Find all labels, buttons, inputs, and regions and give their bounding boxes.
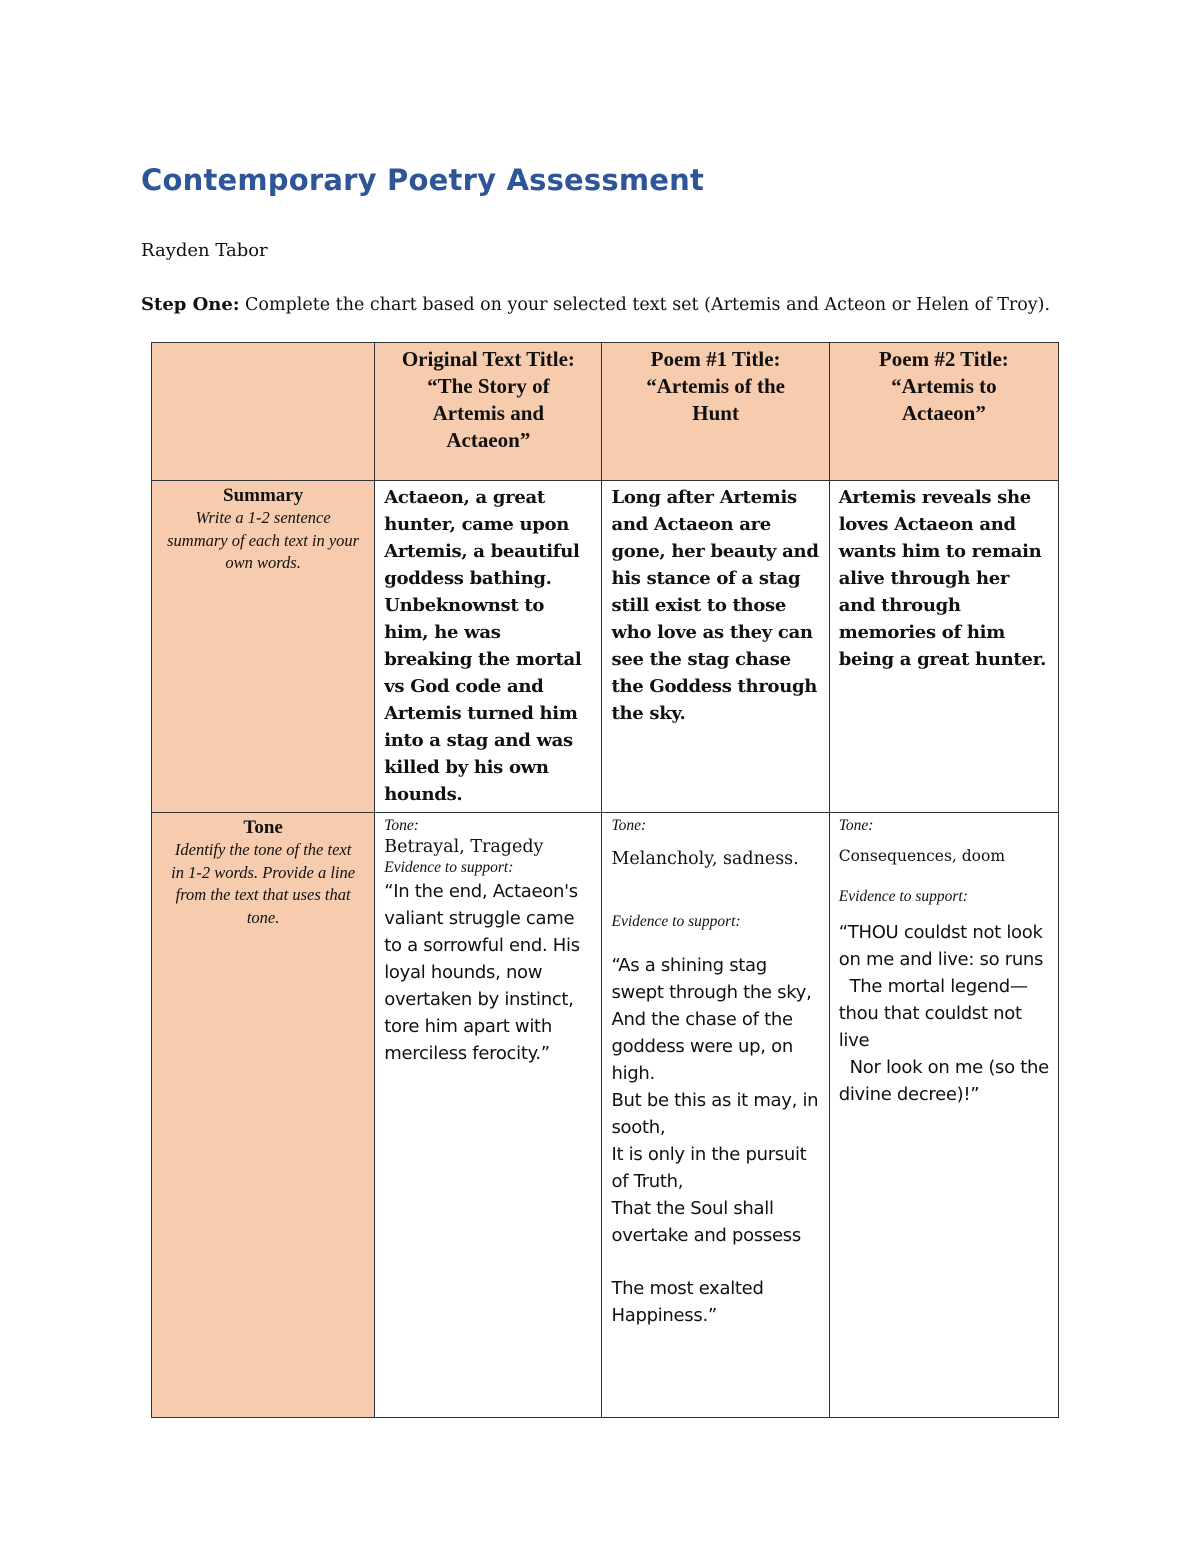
header-line: Hunt [692,401,739,425]
tone-field-label: Tone: [384,817,419,834]
chart-header-row [152,343,1059,481]
quote-line: That the Soul shall overtake and possess [611,1198,801,1246]
quote-line: “THOU couldst not look on me and live: so runs [838,922,1044,970]
step-label: Step One: [141,294,240,315]
header-line: Artemis and [432,401,545,425]
evidence-quote: “In the end, Actaeon's valiant struggle came to a sorrowful end. His loyal hounds, now overtaken by instinct, tore him apart with merciless ferocity.” [384,881,580,1064]
evidence-quote [839,919,1049,1108]
page-title: Contemporary Poetry Assessment [141,163,705,197]
tone-value: Betrayal, Tragedy [384,837,544,857]
header-line: “The Story of [427,374,550,398]
summary-label-cell [152,481,375,813]
step-text: Complete the chart based on your selected text set (Artemis and Acteon or Helen of Troy). [239,295,1051,315]
header-line: “Artemis to [891,374,997,398]
tone-original-cell [375,813,602,1418]
evidence-field-label: Evidence to support: [384,859,514,876]
tone-label: Tone [243,817,283,838]
tone-value: Melancholy, sadness. [611,849,799,869]
tone-label-cell [152,813,375,1418]
summary-original-cell: Actaeon, a great hunter, came upon Artemis, a beautiful goddess bathing. Unbeknownst to him, he was breaking the mortal vs God code and Artemis turned him into a stag and was killed by his own hounds. [375,481,602,813]
tone-value: Consequences, doom [838,847,1006,865]
quote-line: Nor look on me (so the divine decree)!” [838,1057,1049,1105]
header-poem-1 [602,343,829,481]
summary-row [152,481,1059,813]
evidence-field-label: Evidence to support: [611,913,741,930]
summary-label: Summary [223,485,304,506]
quote-line: It is only in the pursuit of Truth, [611,1144,807,1192]
evidence-quote [611,952,819,1329]
assessment-chart [151,342,1059,1418]
summary-poem-2-cell: Artemis reveals she loves Actaeon and wants him to remain alive through her and through memories of him being a great hunter. [829,481,1058,813]
tone-field-label: Tone: [611,817,647,834]
quote-line: The most exalted Happiness.” [611,1278,764,1326]
header-line: Original Text Title: [401,347,575,371]
quote-line: But be this as it may, in sooth, [611,1090,819,1138]
tone-poem-2-cell [829,813,1058,1418]
author-name: Rayden Tabor [141,240,268,261]
step-one-instructions [141,294,1050,315]
header-line: Actaeon” [901,401,986,425]
header-blank-cell [152,343,375,481]
header-line: Poem #1 Title: [650,347,781,371]
header-line: “Artemis of the [646,374,785,398]
quote-line: “As a shining stag swept through the sky, [611,955,812,1003]
tone-description: Identify the tone of the text in 1-2 words. Provide a line from the text that uses that tone. [171,840,356,927]
evidence-field-label: Evidence to support: [838,888,968,905]
summary-poem-1-cell: Long after Artemis and Actaeon are gone, her beauty and his stance of a stag still exist to those who love as they can see the stag chase the Goddess through the sky. [602,481,829,813]
header-line: Actaeon” [446,428,531,452]
header-line: Poem #2 Title: [878,347,1009,371]
quote-line: And the chase of the goddess were up, on high. [611,1009,793,1084]
summary-description: Write a 1-2 sentence summary of each text in your own words. [167,508,360,572]
header-original-text [375,343,602,481]
tone-poem-1-cell [602,813,829,1418]
quote-line: The mortal legend—thou that couldst not live [838,976,1028,1051]
tone-field-label: Tone: [838,817,874,834]
header-poem-2 [829,343,1058,481]
tone-row [152,813,1059,1418]
